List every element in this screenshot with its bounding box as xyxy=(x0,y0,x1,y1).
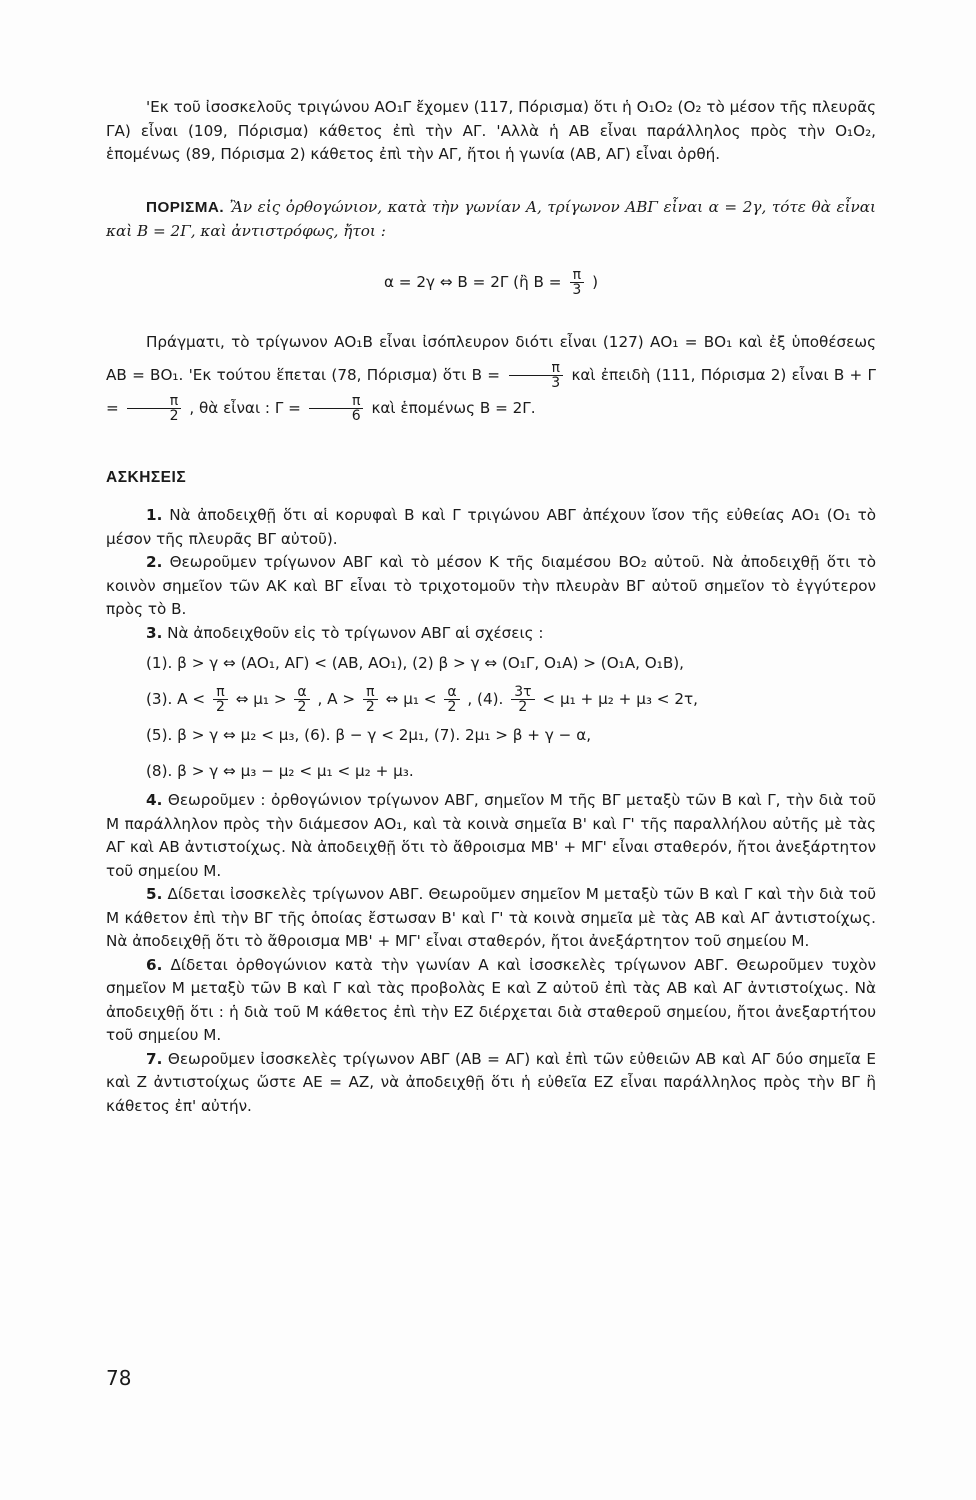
proof-text-c: εἶναι Β + Γ = xyxy=(106,366,877,417)
corollary-proof xyxy=(106,326,876,425)
exercise-1: 1. Νὰ ἀποδειχθῇ ὅτι αἱ κορυφαὶ Β καὶ Γ τριγώνου ΑΒΓ ἀπέχουν ἴσον τῆς εὐθείας ΑΟ₁ (Ο₁ τὸ μέσον τῆς πλευρᾶς ΒΓ αὐτοῦ). xyxy=(106,506,876,548)
proof-text-e: καὶ ἑπομένως Β = 2Γ. xyxy=(371,399,536,417)
relation-5-7: (5). β > γ ⇔ μ₂ < μ₃, (6). β − γ < 2μ₁, (7). 2μ₁ > β + γ − α, xyxy=(146,726,592,744)
relation-8: (8). β > γ ⇔ μ₃ − μ₂ < μ₁ < μ₂ + μ₃. xyxy=(146,762,414,780)
relation-3-4: (3). Α < $\frac{\pi}{2}$ ⇔ μ₁ > $\frac{\alpha}{2}$ , Α > $\frac{\pi}{2}$ ⇔ μ₁ < $\frac{\alpha}{2}$ , (4). $\frac{3\tau}{2}$ < μ₁ + μ₂ + μ₃ < 2τ, xyxy=(146,684,698,715)
exercises-title: ΑΣΚΗΣΕΙΣ xyxy=(106,469,187,486)
formula-fraction: $\frac{\pi}{3}$ xyxy=(569,268,584,297)
corollary-formula xyxy=(106,268,876,297)
exercise-5: 5. Δίδεται ἰσοσκελὲς τρίγωνον ΑΒΓ. Θεωροῦμεν σημεῖον Μ μεταξὺ τῶν Β καὶ Γ καὶ τὴν διὰ τοῦ Μ κάθετον ἐπὶ τὴν ΒΓ τῆς ὁποίας ἔστωσαν Β' καὶ Γ' τὰ κοινὰ σημεῖα μὲ τὰς ΑΒ καὶ ΑΓ ἀντιστοίχως. Νὰ ἀποδειχθῇ ὅτι τὸ ἄθροισμα ΜΒ' + ΜΓ' εἶναι σταθερόν, ἤτοι ἀνεξάρτητον τοῦ σημείου Μ. xyxy=(106,885,876,950)
intro-text: 'Εκ τοῦ ἰσοσκελοῦς τριγώνου ΑΟ₁Γ ἔχομεν (117, Πόρισμα) ὅτι ἡ Ο₁Ο₂ (Ο₂ τὸ μέσον τῆς πλευρᾶς ΓΑ) εἶναι (109, Πόρισμα) κάθετος ἐπὶ τὴν ΑΓ. 'Αλλὰ ἡ ΑΒ εἶναι παράλληλος πρὸς τὴν Ο₁Ο₂, ἑπομένως (89, Πόρισμα 2) κάθετος ἐπὶ τὴν ΑΓ, ἤτοι ἡ γωνία (ΑΒ, ΑΓ) εἶναι ὀρθή. xyxy=(106,98,876,163)
relation-1-2: (1). β > γ ⇔ (ΑΟ₁, ΑΓ) < (ΑΒ, ΑΟ₁), (2) β > γ ⇔ (Ο₁Γ, Ο₁Α) > (Ο₁Α, Ο₁Β), xyxy=(146,654,685,672)
corollary xyxy=(106,196,876,243)
proof-text-d: , θὰ εἶναι : Γ = xyxy=(189,399,301,417)
proof-text-b: καὶ ἐπειδὴ (111, Πόρισμα 2) xyxy=(571,366,787,384)
formula-left: α = 2γ ⇔ Β = 2Γ (ἢ Β = xyxy=(383,273,562,291)
corollary-heading: ΠΟΡΙΣΜΑ. xyxy=(146,199,225,216)
exercise-7: 7. Θεωροῦμεν ἰσοσκελὲς τρίγωνον ΑΒΓ (ΑΒ = ΑΓ) καὶ ἐπὶ τῶν εὐθειῶν ΑΒ καὶ ΑΓ δύο σημεῖα Ε καὶ Ζ ἀντιστοίχως ὥστε ΑΕ = ΑΖ, νὰ ἀποδειχθῇ ὅτι ἡ εὐθεῖα ΕΖ εἶναι παράλληλος πρὸς τὴν ΒΓ ἢ κάθετος ἐπ' αὐτήν. xyxy=(106,1049,877,1115)
page-number: 78 xyxy=(106,1366,132,1390)
exercise-2: 2. Θεωροῦμεν τρίγωνον ΑΒΓ καὶ τὸ μέσον Κ τῆς διαμέσου ΒΟ₂ αὐτοῦ. Νὰ ἀποδειχθῇ ὅτι τὸ κοινὸν σημεῖον τῶν ΑΚ καὶ ΒΓ εἶναι τὸ τριχοτομοῦν τὴν πλευρὰν ΒΓ αὐτοῦ σημεῖον τὸ ἐγγύτερον πρὸς τὸ Β. xyxy=(106,553,877,618)
formula-right: ) xyxy=(592,273,599,291)
proof-fraction-2: $\frac{\pi}{2}$ xyxy=(127,394,182,423)
corollary-statement: Ἂν εἰς ὀρθογώνιον, κατὰ τὴν γωνίαν Α, τρίγωνον ΑΒΓ εἶναι α = 2γ, τότε θὰ εἶναι καὶ Β = 2Γ, καὶ ἀντιστρόφως, ἤτοι : xyxy=(106,198,876,240)
intro-paragraph xyxy=(106,96,876,167)
proof-fraction-1: $\frac{\pi}{3}$ xyxy=(508,361,563,390)
exercises xyxy=(106,504,876,1118)
exercise-3: 3. Νὰ ἀποδειχθοῦν εἰς τὸ τρίγωνον ΑΒΓ αἱ σχέσεις : xyxy=(146,623,544,642)
exercise-6: 6. Δίδεται ὀρθογώνιον κατὰ τὴν γωνίαν Α καὶ ἰσοσκελὲς τρίγωνον ΑΒΓ. Θεωροῦμεν τυχὸν σημεῖον Μ μεταξὺ τῶν Β καὶ Γ καὶ τὰς προβολὰς Ε καὶ Ζ αὐτοῦ ἐπὶ τὰς ΑΒ καὶ ΑΓ ἀντιστοίχως. Νὰ ἀποδειχθῇ ὅτι : ἡ διὰ τοῦ Μ κάθετος ἐπὶ τὴν ΕΖ διέρχεται διὰ σταθεροῦ σημείου, ἤτοι ἀνεξαρτήτου τοῦ σημείου Μ. xyxy=(106,955,876,1044)
exercise-4: 4. Θεωροῦμεν : ὀρθογώνιον τρίγωνον ΑΒΓ, σημεῖον Μ τῆς ΒΓ μεταξὺ τῶν Β καὶ Γ, τὴν διὰ τοῦ Μ παράλληλον πρὸς τὴν διάμεσον ΑΟ₁, καὶ τὰ κοινὰ σημεῖα Β' καὶ Γ' τῆς παραλλήλου αὐτῆς μὲ τὰς ΑΓ καὶ ΑΒ ἀντιστοίχως. Νὰ ἀποδειχθῇ ὅτι τὸ ἄθροισμα ΜΒ' + ΜΓ' εἶναι σταθερόν, ἤτοι ἀνεξάρτητον τοῦ σημείου Μ. xyxy=(106,791,876,880)
proof-fraction-3: $\frac{\pi}{6}$ xyxy=(309,394,364,423)
proof-text-a: Πράγματι, τὸ τρίγωνον ΑΟ₁Β εἶναι ἰσόπλευρον διότι εἶναι (127) ΑΟ₁ = ΒΟ₁ καὶ ἐξ ὑποθέσεως ΑΒ = ΒΟ₁. 'Εκ τούτου ἕπεται (78, Πόρισμα) ὅτι Β = xyxy=(106,333,876,384)
exercises-heading xyxy=(106,468,876,487)
exercise-3-relations xyxy=(106,645,876,789)
